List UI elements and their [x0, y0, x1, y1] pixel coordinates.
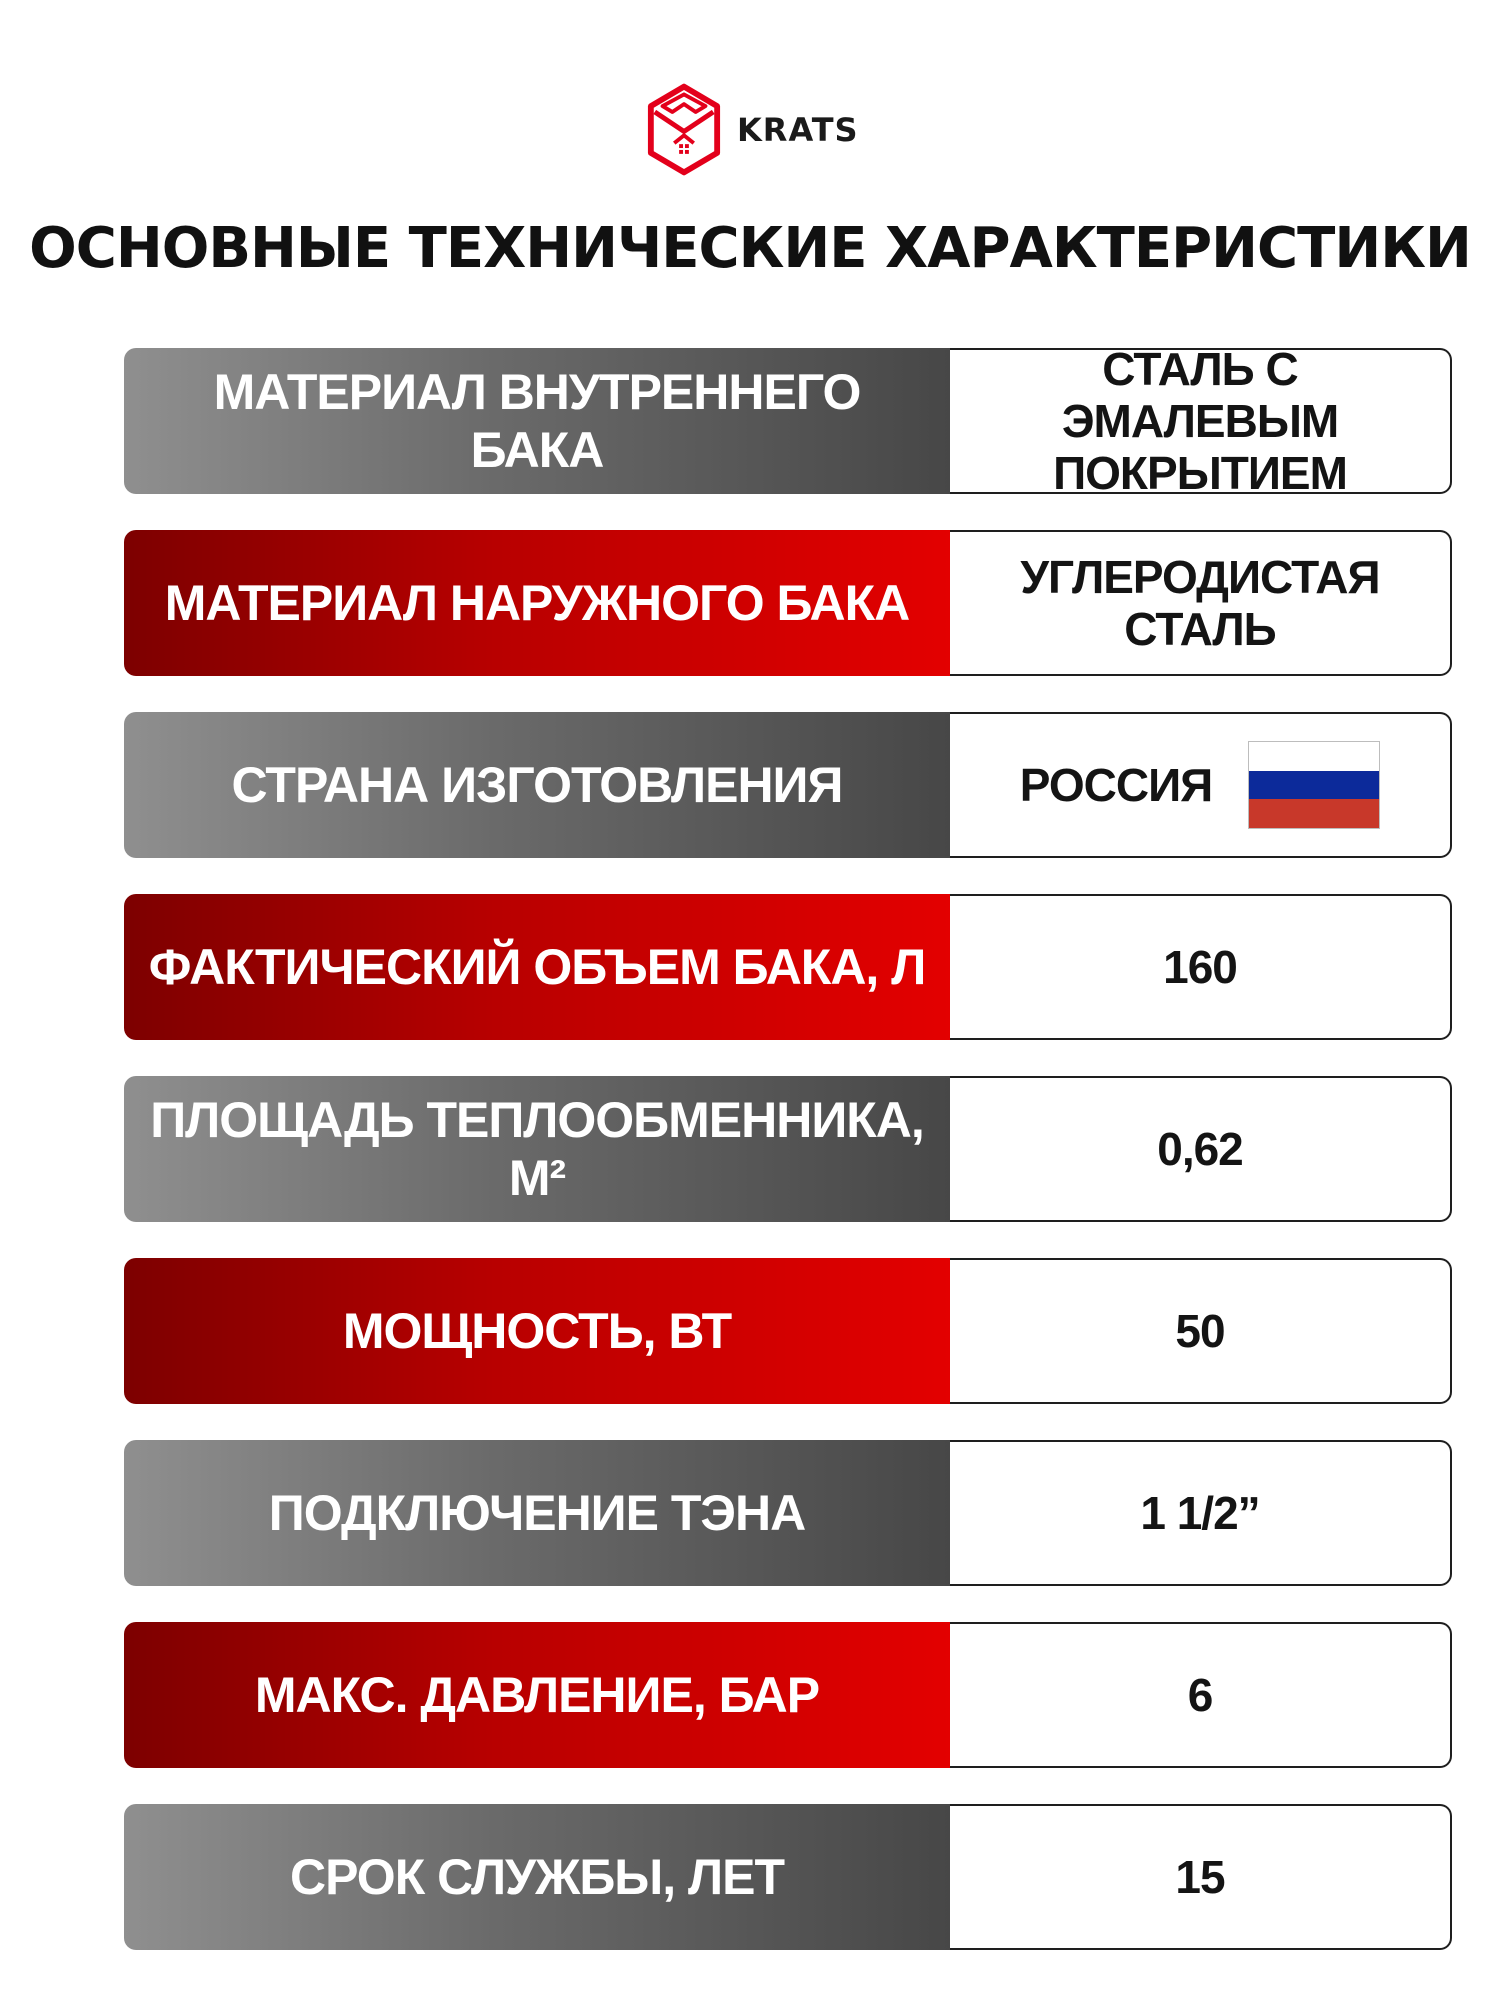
spec-row: [124, 343, 1452, 499]
spec-row: [124, 1076, 1452, 1222]
brand-name: KRATS: [737, 110, 859, 149]
page-title: ОСНОВНЫЕ ТЕХНИЧЕСКИЕ ХАРАКТЕРИСТИКИ: [29, 216, 1471, 281]
spec-row: [124, 1258, 1452, 1404]
spec-value-cell: [950, 1440, 1452, 1586]
spec-table: [124, 343, 1452, 1950]
flag-stripe: [1249, 742, 1379, 771]
flag-stripe: [1249, 771, 1379, 800]
spec-value-cell: [950, 1622, 1452, 1768]
spec-row: [124, 894, 1452, 1040]
spec-value: УГЛЕРОДИСТАЯ СТАЛЬ: [1020, 551, 1380, 655]
spec-value-cell: [950, 894, 1452, 1040]
krats-logo-icon: [645, 82, 723, 177]
flag-stripe: [1249, 799, 1379, 828]
russian-flag-icon: [1248, 741, 1380, 829]
spec-value-cell: [950, 530, 1452, 676]
spec-label: ПОДКЛЮЧЕНИЕ ТЭНА: [124, 1440, 950, 1586]
spec-value-cell: [950, 1804, 1452, 1950]
spec-label: МАКС. ДАВЛЕНИЕ, БАР: [124, 1622, 950, 1768]
spec-row: [124, 1622, 1452, 1768]
spec-label: МАТЕРИАЛ ВНУТРЕННЕГО БАКА: [124, 348, 950, 494]
spec-label: СРОК СЛУЖБЫ, ЛЕТ: [124, 1804, 950, 1950]
spec-value: 50: [1175, 1305, 1225, 1357]
spec-value: 6: [1187, 1669, 1213, 1721]
spec-value: 0,62: [1157, 1123, 1243, 1175]
spec-label: ФАКТИЧЕСКИЙ ОБЪЕМ БАКА, Л: [124, 894, 950, 1040]
spec-value-cell: [950, 343, 1452, 499]
brand-logo: [645, 82, 859, 177]
spec-value: 1 1/2”: [1140, 1487, 1260, 1539]
spec-row: [124, 530, 1452, 676]
spec-value: 160: [1163, 941, 1237, 993]
spec-label: МАТЕРИАЛ НАРУЖНОГО БАКА: [124, 530, 950, 676]
spec-row: [124, 712, 1452, 858]
spec-label: ПЛОЩАДЬ ТЕПЛООБМЕННИКА, М²: [124, 1076, 950, 1222]
spec-label: МОЩНОСТЬ, ВТ: [124, 1258, 950, 1404]
spec-value: РОССИЯ: [1019, 759, 1213, 811]
spec-value-cell: [950, 1076, 1452, 1222]
spec-value: СТАЛЬ С ЭМАЛЕВЫМ ПОКРЫТИЕМ: [1053, 343, 1347, 499]
spec-value-cell: [950, 712, 1452, 858]
spec-value: 15: [1175, 1851, 1225, 1903]
spec-row: [124, 1440, 1452, 1586]
spec-label: СТРАНА ИЗГОТОВЛЕНИЯ: [124, 712, 950, 858]
spec-row: [124, 1804, 1452, 1950]
spec-value-cell: [950, 1258, 1452, 1404]
